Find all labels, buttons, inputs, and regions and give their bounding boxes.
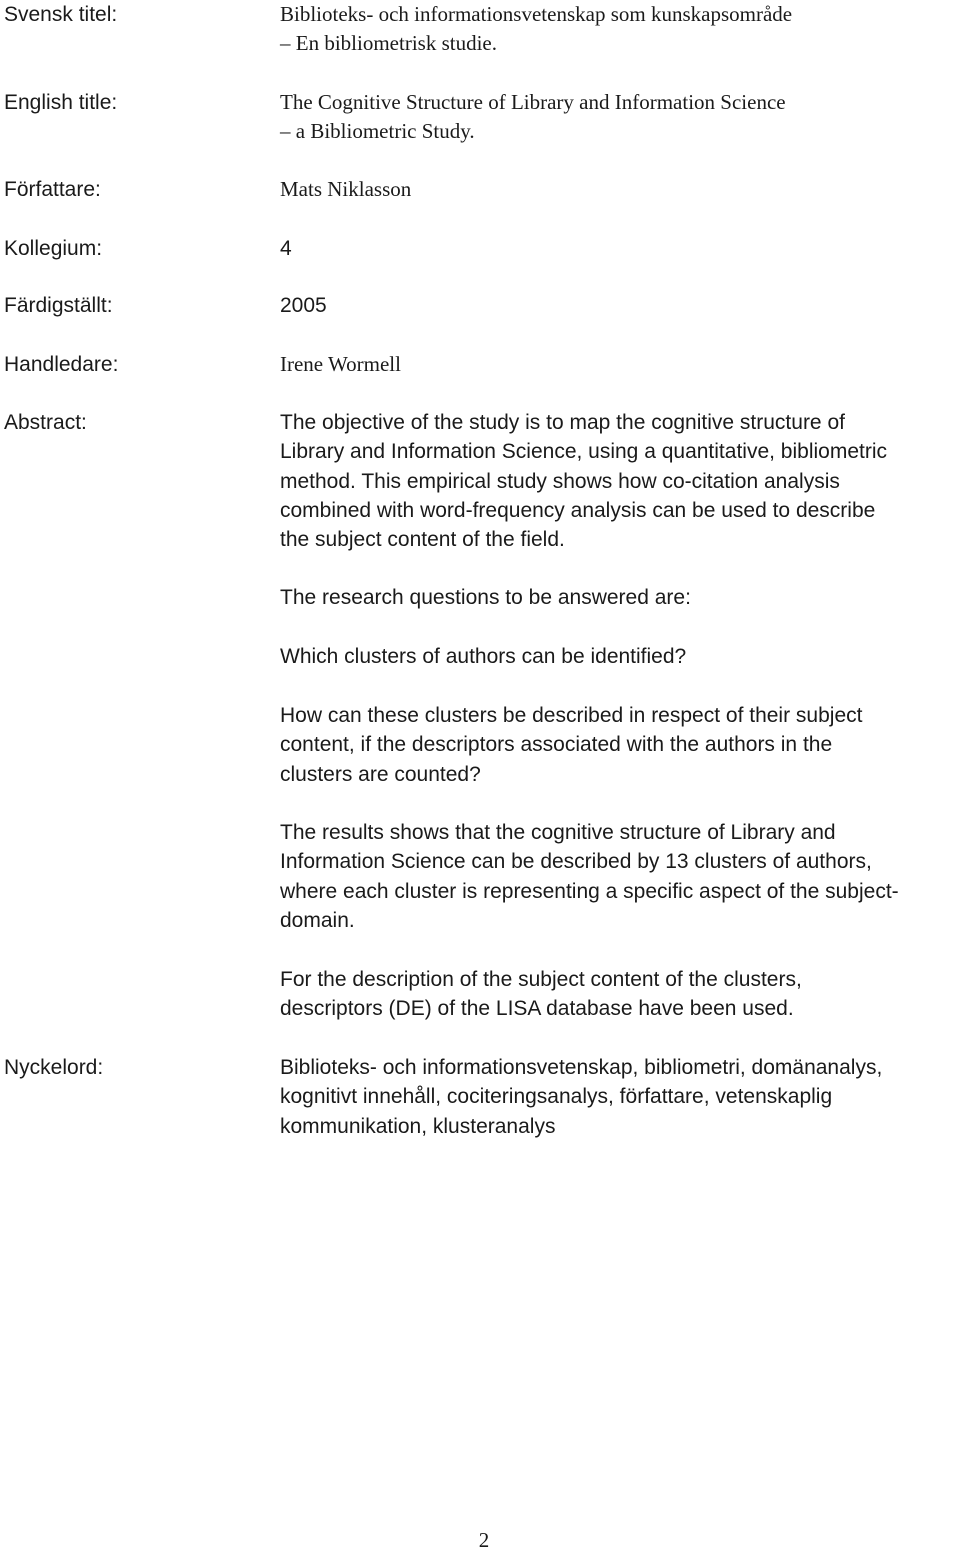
fardigstallt-label: Färdigställt: — [4, 294, 113, 317]
abstract-p5-line: where each cluster is representing a specific aspect of the subject- — [280, 879, 899, 903]
abstract-p1-line: method. This empirical study shows how co-citation analysis — [280, 469, 840, 493]
abstract-p1-line: combined with word-frequency analysis can be used to describe — [280, 498, 876, 522]
handledare-label: Handledare: — [4, 353, 119, 376]
forfattare-value: Mats Niklasson — [280, 177, 412, 201]
abstract-p1-line: The objective of the study is to map the cognitive structure of — [280, 411, 845, 434]
fardigstallt-value: 2005 — [280, 294, 327, 317]
page-number: 2 — [478, 1528, 490, 1552]
abstract-paragraph-2 — [280, 583, 958, 612]
kollegium-value: 4 — [280, 237, 292, 260]
forfattare-label: Författare: — [4, 178, 101, 201]
nyckelord-line: kognitivt innehåll, cociteringsanalys, författare, vetenskaplig — [280, 1085, 833, 1109]
svensk-titel-label: Svensk titel: — [4, 3, 118, 26]
abstract-p2-line: The research questions to be answered are: — [280, 586, 691, 609]
abstract-p1-line: Library and Information Science, using a quantitative, bibliometric — [280, 440, 887, 464]
abstract-p3-line: Which clusters of authors can be identified? — [280, 645, 687, 668]
nyckelord-value — [280, 1053, 958, 1141]
abstract-label: Abstract: — [4, 411, 87, 434]
abstract-p5-line: The results shows that the cognitive structure of Library and — [280, 821, 836, 844]
svensk-titel-line-1: Biblioteks- och informationsvetenskap som kunskapsområde — [280, 2, 793, 26]
svensk-titel-line-2: – En bibliometrisk studie. — [280, 31, 497, 56]
abstract-p6-line: descriptors (DE) of the LISA database have been used. — [280, 997, 794, 1021]
english-title-value — [280, 88, 958, 147]
nyckelord-label: Nyckelord: — [4, 1056, 104, 1079]
handledare-value: Irene Wormell — [280, 352, 401, 376]
english-title-line-1: The Cognitive Structure of Library and Information Science — [280, 90, 786, 114]
abstract-p1-line: the subject content of the field. — [280, 528, 565, 552]
kollegium-label: Kollegium: — [4, 237, 103, 260]
abstract-paragraph-6 — [280, 965, 958, 1024]
abstract-p4-line: clusters are counted? — [280, 762, 481, 786]
abstract-p5-line: domain. — [280, 908, 355, 932]
abstract-paragraph-1 — [280, 408, 958, 554]
abstract-paragraph-5 — [280, 818, 958, 935]
abstract-p4-line: How can these clusters be described in respect of their subject — [280, 704, 863, 727]
abstract-p6-line: For the description of the subject content of the clusters, — [280, 968, 802, 991]
nyckelord-line: Biblioteks- och informationsvetenskap, bibliometri, domänanalys, — [280, 1056, 883, 1079]
svensk-titel-value — [280, 0, 958, 59]
abstract-paragraph-4 — [280, 701, 958, 789]
english-title-label: English title: — [4, 91, 118, 114]
abstract-p5-line: Information Science can be described by 13 clusters of authors, — [280, 850, 872, 874]
abstract-paragraph-3 — [280, 642, 958, 671]
abstract-p4-line: content, if the descriptors associated with the authors in the — [280, 733, 833, 757]
english-title-line-2: – a Bibliometric Study. — [280, 119, 475, 144]
nyckelord-line: kommunikation, klusteranalys — [280, 1114, 556, 1138]
